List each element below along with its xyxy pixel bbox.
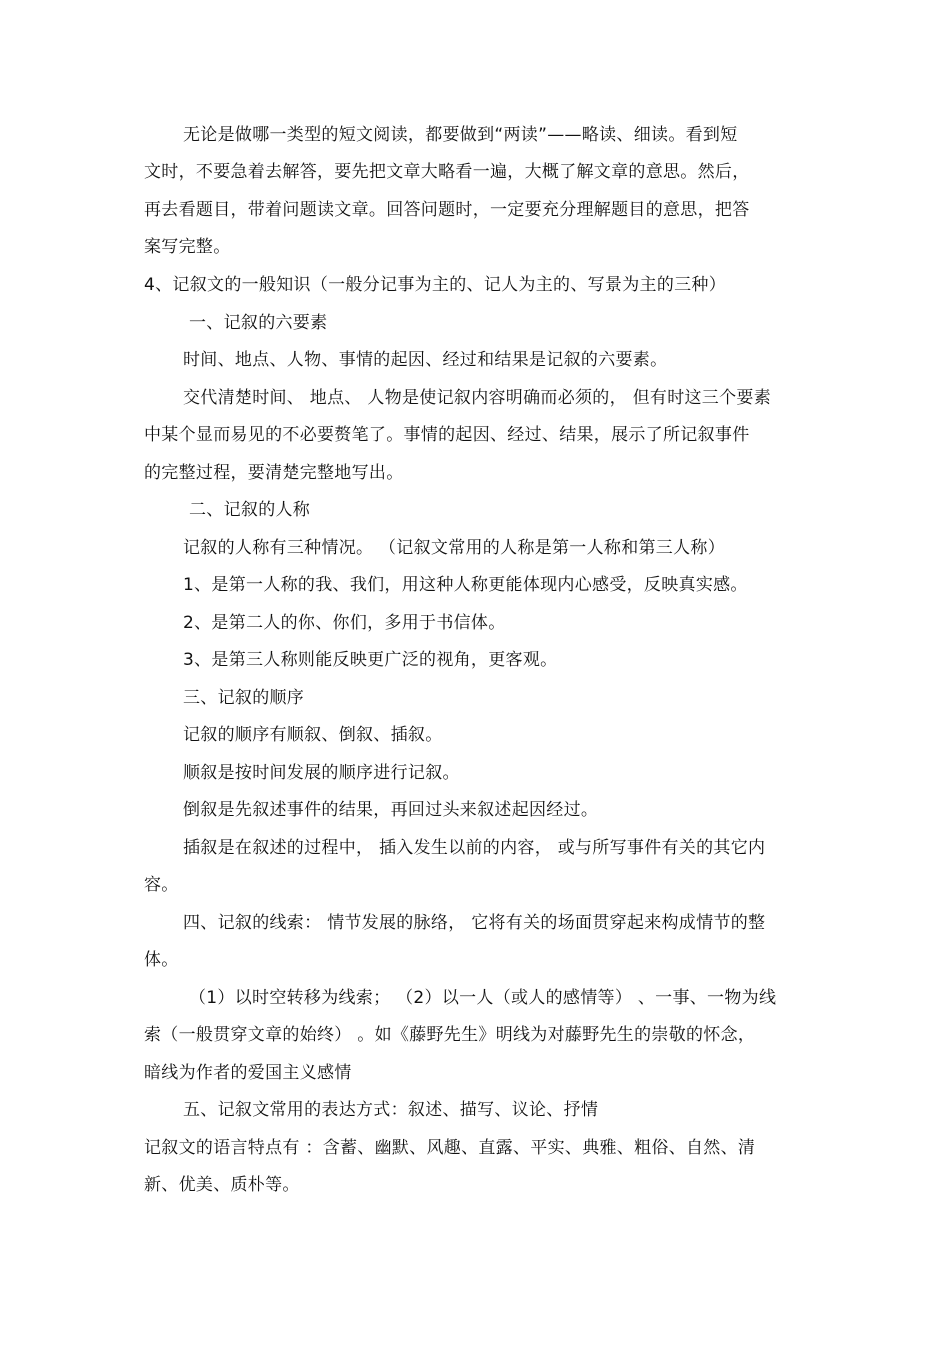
subsection-heading: 一、记叙的六要素 — [189, 313, 328, 333]
text-line: 2、是第二人的你、你们，多用于书信体。 — [183, 613, 506, 633]
subsection-heading: 三、记叙的顺序 — [183, 688, 305, 708]
text-line: 中某个显而易见的不必要赘笔了。事情的起因、经过、结果，展示了所记叙事件 — [144, 425, 750, 445]
text-line: 容。 — [144, 875, 179, 895]
subsection-heading: 二、记叙的人称 — [189, 500, 311, 520]
text-line: （1）以时空转移为线索； （2）以一人（或人的感情等） 、一事、一物为线 — [189, 988, 777, 1008]
text-line: 1、是第一人称的我、我们，用这种人称更能体现内心感受，反映真实感。 — [183, 575, 748, 595]
text-line: 插叙是在叙述的过程中， 插入发生以前的内容， 或与所写事件有关的其它内 — [183, 838, 766, 858]
section-heading: 4、记叙文的一般知识（一般分记事为主的、记人为主的、写景为主的三种） — [144, 275, 727, 295]
text-line: 顺叙是按时间发展的顺序进行记叙。 — [183, 763, 460, 783]
text-line: 体。 — [144, 950, 179, 970]
text-line: 记叙的顺序有顺叙、倒叙、插叙。 — [183, 725, 443, 745]
text-line: 时间、地点、人物、事情的起因、经过和结果是记叙的六要素。 — [183, 350, 668, 370]
text-line: 倒叙是先叙述事件的结果，再回过头来叙述起因经过。 — [183, 800, 599, 820]
text-line: 记叙文的语言特点有 ：含蓄、幽默、风趣、直露、平实、典雅、粗俗、自然、清 — [144, 1138, 756, 1158]
subsection-heading: 五、记叙文常用的表达方式：叙述、描写、议论、抒情 — [183, 1100, 599, 1120]
text-line: 新、优美、质朴等。 — [144, 1175, 300, 1195]
text-line: 记叙的人称有三种情况。 （记叙文常用的人称是第一人称和第三人称） — [183, 538, 726, 558]
subsection-heading: 四、记叙的线索： 情节发展的脉络， 它将有关的场面贯穿起来构成情节的整 — [183, 913, 766, 933]
text-line: 3、是第三人称则能反映更广泛的视角，更客观。 — [183, 650, 558, 670]
text-line: 交代清楚时间、 地点、 人物是使记叙内容明确而必须的， 但有时这三个要素 — [183, 388, 772, 408]
text-line: 案写完整。 — [144, 237, 231, 257]
text-line: 索（一般贯穿文章的始终） 。如《藤野先生》明线为对藤野先生的崇敬的怀念， — [144, 1025, 756, 1045]
text-line: 无论是做哪一类型的短文阅读，都要做到“两读”——略读、细读。看到短 — [183, 125, 738, 145]
text-line: 再去看题目，带着问题读文章。回答问题时，一定要充分理解题目的意思，把答 — [144, 200, 750, 220]
text-line: 的完整过程，要清楚完整地写出。 — [144, 463, 404, 483]
text-line: 文时，不要急着去解答，要先把文章大略看一遍，大概了解文章的意思。然后， — [144, 162, 750, 182]
text-line: 暗线为作者的爱国主义感情 — [144, 1063, 352, 1083]
